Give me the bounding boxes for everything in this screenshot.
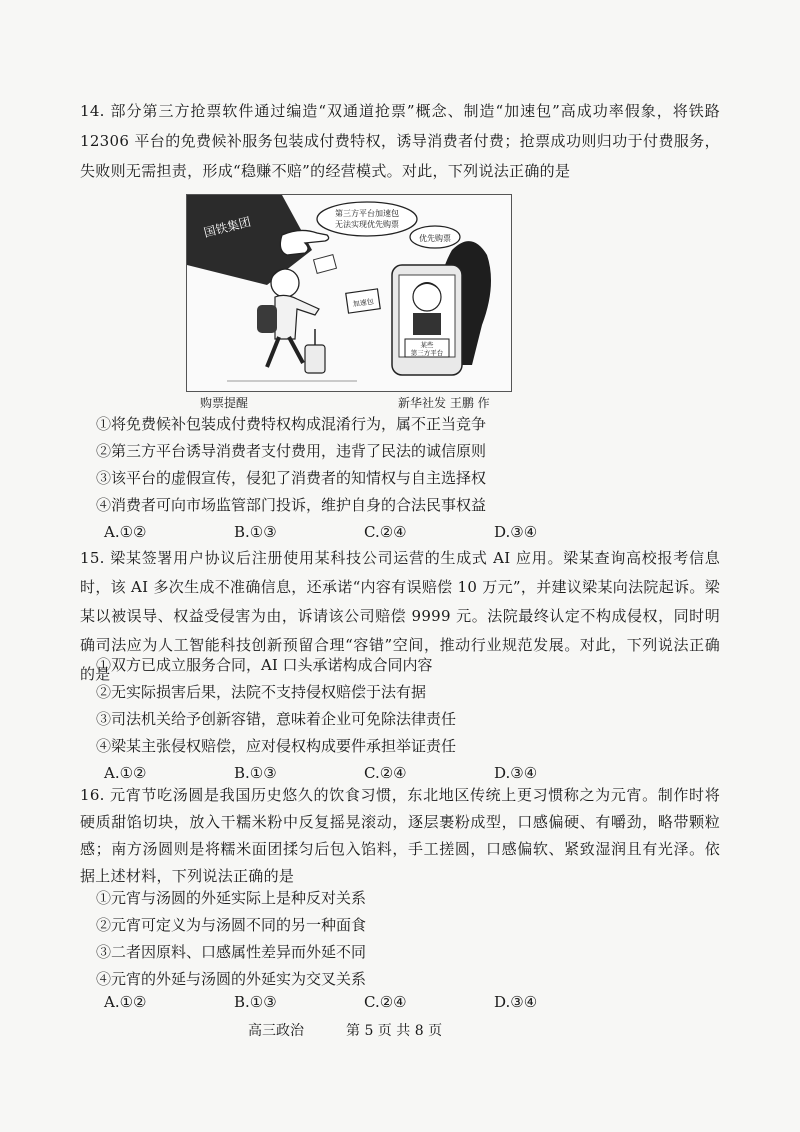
q16-option-2: ②元宵可定义为与汤圆不同的另一种面食: [96, 916, 367, 934]
q15-choice-d: D.③④: [494, 764, 538, 782]
q15-choice-b: B.①③: [234, 764, 277, 782]
cartoon-caption-credit: 新华社发 王鹏 作: [398, 396, 490, 410]
q16-option-4: ④元宵的外延与汤圆的外延实为交叉关系: [96, 970, 367, 988]
q14-choice-d: D.③④: [494, 523, 538, 541]
q16-option-1: ①元宵与汤圆的外延实际上是种反对关系: [96, 889, 367, 907]
bubble-text-line1: 第三方平台加速包: [335, 209, 399, 218]
q15-option-4: ④梁某主张侵权赔偿，应对侵权构成要件承担举证责任: [96, 737, 457, 755]
q16-choices: [104, 992, 624, 1012]
phone-label-line2: 第三方平台: [410, 349, 444, 357]
ticket-text: 加速包: [352, 297, 375, 309]
q15-option-3: ③司法机关给予创新容错，意味着企业可免除法律责任: [96, 710, 457, 728]
sleeve-label: 国铁集团: [202, 214, 253, 240]
q15-option-2: ②无实际损害后果，法院不支持侵权赔偿于法有据: [96, 683, 427, 701]
q14-option-1: ①将免费候补包装成付费特权构成混淆行为，属不正当竞争: [96, 415, 487, 433]
q16-choice-a: A.①②: [104, 993, 147, 1011]
q14-choices: [104, 522, 624, 542]
phone-label-line1: 某些: [420, 341, 434, 349]
q16-stem: 16. 元宵节吃汤圆是我国历史悠久的饮食习惯，东北地区传统上更习惯称之为元宵。制作时将硬质甜馅切块，放入干糯米粉中反复摇晃滚动，逐层裹粉成型，口感偏硬、有嚼劲，略带颗粒感；南方汤圆则是将糯米面团揉匀后包入馅料，手工搓圆，口感偏软、紧致湿润且有光泽。依据上述材料，下列说法正确的是: [80, 786, 720, 885]
q16-choice-d: D.③④: [494, 993, 538, 1011]
q14-stem: 14. 部分第三方抢票软件通过编造“双通道抢票”概念、制造“加速包”高成功率假象，将铁路 12306 平台的免费候补服务包装成付费特权，诱导消费者付费；抢票成功则归功于付费服务，失败则无需担责，形成“稳赚不赔”的经营模式。对此，下列说法正确的是: [80, 102, 720, 180]
q15-choices: [104, 763, 624, 783]
q16-choice-b: B.①③: [234, 993, 277, 1011]
cartoon-illustration: [187, 195, 511, 391]
footer-subject: 高三政治: [248, 1023, 304, 1039]
cartoon-caption-title: 购票提醒: [200, 396, 249, 410]
q16-choice-c: C.②④: [364, 993, 407, 1011]
q14-choice-c: C.②④: [364, 523, 407, 541]
bubble-text-line2: 无法实现优先购票: [335, 220, 399, 229]
q15-option-1: ①双方已成立服务合同，AI 口头承诺构成合同内容: [96, 656, 433, 674]
footer-page-number: 第 5 页 共 8 页: [346, 1023, 443, 1039]
q16-option-3: ③二者因原料、口感属性差异而外延不同: [96, 943, 367, 961]
q14-choice-a: A.①②: [104, 523, 147, 541]
q14-cartoon: [186, 194, 512, 392]
q14-choice-b: B.①③: [234, 523, 277, 541]
tag-text: 优先购票: [419, 234, 451, 243]
q14-option-4: ④消费者可向市场监管部门投诉，维护自身的合法民事权益: [96, 496, 487, 514]
q14-option-3: ③该平台的虚假宣传，侵犯了消费者的知情权与自主选择权: [96, 469, 487, 487]
q15-stem: 15. 梁某签署用户协议后注册使用某科技公司运营的生成式 AI 应用。梁某查询高校报考信息时，该 AI 多次生成不准确信息，还承诺“内容有误赔偿 10 万元”，并建议梁某向法院起诉。梁某以被误导、权益受侵害为由，诉请该公司赔偿 9999 元。法院最终认定不构成侵权，同时明确司法应为人工智能科技创新预留合理“容错”空间，推动行业规范发展。对此，下列说法正确的是: [80, 549, 720, 683]
q14-option-2: ②第三方平台诱导消费者支付费用，违背了民法的诚信原则: [96, 442, 487, 460]
q15-choice-c: C.②④: [364, 764, 407, 782]
q15-choice-a: A.①②: [104, 764, 147, 782]
